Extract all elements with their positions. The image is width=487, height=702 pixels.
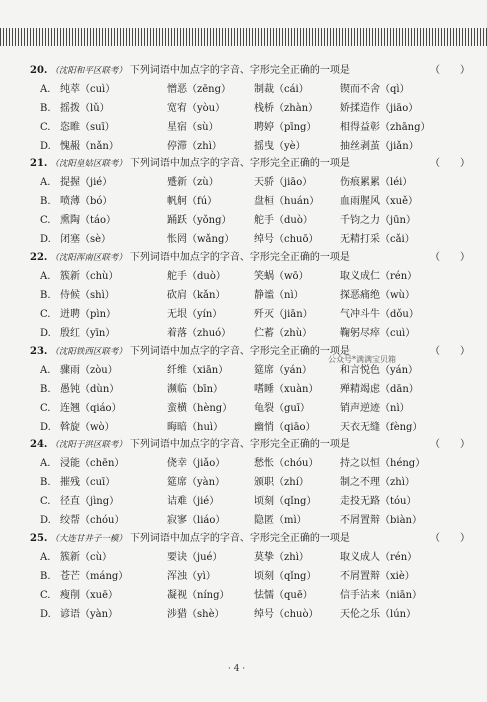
option-word: 信手沾来（niān） [340, 590, 423, 601]
question-source: （沈阳和平区联考） [50, 66, 127, 76]
option-letter: A. [40, 84, 51, 95]
option-word: 绞帮（chóu） [60, 515, 125, 526]
option-row[interactable] [40, 137, 470, 157]
option-word: 侍候（shì） [60, 290, 115, 301]
option-row[interactable] [40, 118, 470, 138]
option-word: 凝视（níng） [167, 590, 230, 601]
option-word: 涉猎（shè） [167, 609, 225, 620]
option-word: 龟裂（guī） [254, 403, 311, 414]
question-stem: 下列词语中加点字的字音、字形完全正确的一项是 [129, 439, 350, 450]
option-word: 星宿（sù） [167, 122, 219, 133]
question-number: 23. [30, 346, 48, 357]
question-number: 25. [30, 533, 48, 544]
option-word: 伤痕累累（léi） [340, 177, 413, 188]
option-word: 纤维（xiān） [167, 365, 229, 376]
option-letter: D. [40, 328, 51, 339]
option-word: 愁怅（chóu） [254, 458, 319, 469]
option-letter: A. [40, 458, 51, 469]
option-word: 制之不理（zhì） [340, 477, 415, 488]
option-letter: C. [40, 122, 51, 133]
option-word: 无垠（yín） [167, 309, 223, 320]
question-stem: 下列词语中加点字的字音、字形完全正确的一项是 [129, 252, 350, 263]
option-word: 筵席（yán） [254, 365, 313, 376]
option-word: 径直（jìng） [60, 496, 120, 507]
option-word: 濒临（bīn） [167, 384, 224, 395]
option-word: 取义成人（rén） [340, 552, 418, 563]
question-header [30, 436, 470, 454]
answer-blank[interactable]: （ ） [430, 533, 470, 544]
option-letter: B. [40, 290, 51, 301]
option-word: 苍芒（máng） [60, 571, 129, 582]
option-word: 着落（zhuó） [167, 328, 232, 339]
option-word: 笑蜗（wō） [254, 271, 309, 282]
option-word: 喷薄（bó） [60, 196, 113, 207]
option-letter: C. [40, 309, 51, 320]
option-word: 谚语（yàn） [60, 609, 119, 620]
option-word: 恣睢（suī） [60, 122, 115, 133]
option-word: 愧赧（nǎn） [60, 141, 119, 152]
option-row[interactable] [40, 286, 470, 306]
option-word: 莫挚（zhì） [254, 552, 309, 563]
question-stem: 下列词语中加点字的字音、字形完全正确的一项是 [129, 533, 350, 544]
question-header [30, 62, 470, 80]
option-word: 闭塞（sè） [60, 234, 112, 245]
option-word: 殷红（yīn） [60, 328, 116, 339]
option-word: 不屑置辩（biàn） [340, 515, 423, 526]
question-number: 22. [30, 252, 48, 263]
option-word: 和言悦色（yán） [340, 365, 419, 376]
question-source: （沈阳皇姑区联考） [50, 159, 127, 169]
option-word: 探恶痛绝（wù） [340, 290, 415, 301]
question-source: （沈阳铁西区联考） [50, 347, 127, 357]
option-word: 舵手（duò） [254, 215, 313, 226]
answer-blank[interactable]: （ ） [430, 65, 470, 76]
option-word: 簇新（cù） [60, 552, 113, 563]
option-word: 千钧之力（jūn） [340, 215, 416, 226]
option-row[interactable] [40, 418, 470, 438]
option-word: 侥幸（jiǎo） [167, 458, 226, 469]
option-word: 天骄（jiāo） [254, 177, 313, 188]
option-word: 憎恶（zēng） [167, 84, 232, 95]
option-word: 蛮横（hèng） [167, 403, 233, 414]
option-letter: D. [40, 234, 51, 245]
option-row[interactable] [40, 548, 470, 568]
option-word: 颁职（zhí） [254, 477, 309, 488]
option-row[interactable] [40, 380, 470, 400]
answer-blank[interactable]: （ ） [430, 346, 470, 357]
answer-blank[interactable]: （ ） [430, 439, 470, 450]
option-word: 摇曳（yè） [254, 141, 306, 152]
question-source: （沈阳于洪区联考） [50, 440, 127, 450]
option-word: 浸能（chēn） [60, 458, 125, 469]
option-letter: D. [40, 609, 51, 620]
option-row[interactable] [40, 267, 470, 287]
option-row[interactable] [40, 511, 470, 531]
option-row[interactable] [40, 305, 470, 325]
option-word: 怯懦（quē） [254, 590, 313, 601]
option-word: 迸聘（pìn） [60, 309, 117, 320]
option-word: 相得益彰（zhāng） [340, 122, 431, 133]
option-row[interactable] [40, 324, 470, 344]
option-letter: D. [40, 141, 51, 152]
option-word: 静谧（nì） [254, 290, 304, 301]
answer-blank[interactable]: （ ） [430, 252, 470, 263]
page-number: · 4 · [228, 664, 246, 674]
option-word: 晦暗（huì） [167, 422, 224, 433]
answer-blank[interactable]: （ ） [430, 158, 470, 169]
option-word: 鞠躬尽瘁（cuì） [340, 328, 416, 339]
option-row[interactable] [40, 230, 470, 250]
option-row[interactable] [40, 80, 470, 100]
option-letter: A. [40, 552, 51, 563]
option-row[interactable] [40, 605, 470, 625]
question-header [30, 343, 470, 361]
question-stem: 下列词语中加点字的字音、字形完全正确的一项是 [129, 346, 350, 357]
option-letter: B. [40, 477, 51, 488]
option-letter: A. [40, 177, 51, 188]
option-word: 无精打采（cǎi） [340, 234, 415, 245]
option-word: 不屑置辩（xiè） [340, 571, 415, 582]
option-row[interactable] [40, 567, 470, 587]
option-word: 抽丝剥茧（jiǎn） [340, 141, 419, 152]
option-word: 瘦削（xuē） [60, 590, 118, 601]
option-word: 熏陶（táo） [60, 215, 117, 226]
option-word: 幽悄（qiāo） [254, 422, 316, 433]
option-word: 持之以恒（héng） [340, 458, 426, 469]
question-header [30, 530, 470, 548]
question-stem: 下列词语中加点字的字音、字形完全正确的一项是 [129, 65, 350, 76]
option-word: 销声逆迹（nì） [340, 403, 410, 414]
option-word: 斡旋（wò） [60, 422, 115, 433]
option-word: 愚钝（dùn） [60, 384, 120, 395]
option-word: 宽宥（yòu） [167, 103, 226, 114]
option-letter: B. [40, 103, 51, 114]
option-letter: C. [40, 590, 51, 601]
watermark: 公众号*满满宝贝箱 [328, 355, 396, 364]
option-word: 锲而不舍（qì） [340, 84, 410, 95]
question-header [30, 249, 470, 267]
option-letter: D. [40, 515, 51, 526]
option-word: 诘难（jié） [167, 496, 220, 507]
option-letter: B. [40, 196, 51, 207]
option-word: 摧残（cuī） [60, 477, 116, 488]
option-letter: C. [40, 215, 51, 226]
option-letter: B. [40, 384, 51, 395]
option-word: 纯萃（cuì） [60, 84, 116, 95]
option-word: 踊跃（yǒng） [167, 215, 232, 226]
option-row[interactable] [40, 473, 470, 493]
option-word: 寂寥（liáo） [167, 515, 226, 526]
option-word: 制裁（cái） [254, 84, 309, 95]
option-row[interactable] [40, 454, 470, 474]
option-word: 天衣无缝（fèng） [340, 422, 423, 433]
option-letter: A. [40, 271, 51, 282]
option-word: 骤雨（zòu） [60, 365, 118, 376]
option-word: 血雨腥风（xuě） [340, 196, 418, 207]
option-word: 盘桓（huán） [254, 196, 320, 207]
option-word: 绰号（chuò） [254, 609, 319, 620]
option-row[interactable] [40, 492, 470, 512]
question-number: 24. [30, 439, 48, 450]
option-word: 怅罔（wǎng） [167, 234, 235, 245]
option-word: 停滞（zhì） [167, 141, 222, 152]
option-letter: B. [40, 571, 51, 582]
question-source: （沈阳浑南区联考） [50, 253, 127, 263]
option-word: 娇揉造作（jiāo） [340, 103, 419, 114]
option-word: 走投无路（tóu） [340, 496, 417, 507]
option-word: 连翘（qiáo） [60, 403, 122, 414]
option-word: 顷刻（qǐng） [254, 496, 317, 507]
option-letter: C. [40, 403, 51, 414]
option-word: 浑浊（yì） [167, 571, 216, 582]
option-letter: A. [40, 365, 51, 376]
option-word: 伫蓄（zhù） [254, 328, 313, 339]
option-word: 筵席（yàn） [167, 477, 226, 488]
option-word: 绰号（chuō） [254, 234, 319, 245]
option-word: 取义成仁（rén） [340, 271, 418, 282]
option-word: 天伦之乐（lún） [340, 609, 417, 620]
option-word: 殚精竭虑（dān） [340, 384, 419, 395]
question-header [30, 155, 470, 173]
option-word: 隐匿（mì） [254, 515, 307, 526]
option-word: 气冲斗牛（dǒu） [340, 309, 419, 320]
option-row[interactable] [40, 173, 470, 193]
option-word: 提握（jié） [60, 177, 113, 188]
option-word: 嗜睡（xuàn） [254, 384, 319, 395]
option-row[interactable] [40, 192, 470, 212]
question-number: 20. [30, 65, 48, 76]
option-word: 舵手（duò） [167, 271, 226, 282]
option-word: 栈桥（zhàn） [254, 103, 319, 114]
option-row[interactable] [40, 361, 470, 381]
option-word: 要诀（jué） [167, 552, 223, 563]
question-stem: 下列词语中加点字的字音、字形完全正确的一项是 [129, 158, 350, 169]
option-row[interactable] [40, 99, 470, 119]
option-row[interactable] [40, 211, 470, 231]
option-row[interactable] [40, 586, 470, 606]
option-row[interactable] [40, 399, 470, 419]
option-word: 砍肩（kǎn） [167, 290, 226, 301]
option-word: 顷刻（qǐng） [254, 571, 317, 582]
option-word: 歼灭（jiān） [254, 309, 313, 320]
option-word: 摇拨（lǔ） [60, 103, 110, 114]
option-word: 蹙新（zù） [167, 177, 219, 188]
option-letter: C. [40, 496, 51, 507]
option-letter: D. [40, 422, 51, 433]
question-source: （大连甘井子一模） [50, 534, 127, 544]
question-number: 21. [30, 158, 48, 169]
option-word: 聘婷（pīng） [254, 122, 317, 133]
option-word: 帆舸（fú） [167, 196, 218, 207]
option-word: 簇新（chù） [60, 271, 119, 282]
